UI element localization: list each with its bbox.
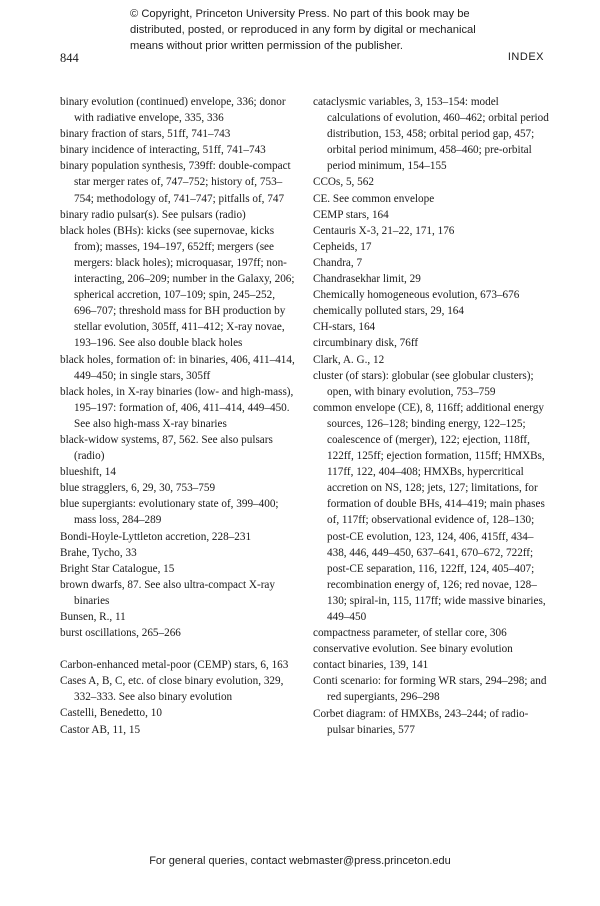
index-entry: Chandra, 7 [313, 256, 363, 269]
index-entry: blue stragglers, 6, 29, 30, 753–759 [60, 482, 216, 495]
index-entry: Carbon-enhanced metal-poor (CEMP) stars, 6, 163 [60, 659, 289, 672]
index-entry: black-widow systems, 87, 562. See also pulsars (radio) [60, 433, 273, 463]
index-entry: CH-stars, 164 [313, 321, 376, 334]
index-entry: brown dwarfs, 87. See also ultra-compact X-ray binaries [60, 578, 275, 607]
index-entry: binary population synthesis, 739ff: double-compact star merger rates of, 747–752; history of, 753–754; methodology of, 741–747; pitfalls of, 747 [60, 160, 291, 205]
section-gap [60, 641, 298, 657]
index-entry: Bright Star Catalogue, 15 [60, 562, 175, 575]
index-column-right [313, 94, 551, 738]
index-entry: Cases A, B, C, etc. of close binary evolution, 329, 332–333. See also binary evolution [60, 675, 284, 704]
index-entry: black holes (BHs): kicks (see supernovae, kicks from); masses, 194–197, 652ff; mergers (see mergers: black holes); microquasar, 197ff; non-interacting, 206–209; number in the Galaxy, 206; spherical accretion, 107–109; spin, 245–252, 696–707; threshold mass for BH production by stellar evolution, 305ff, 411–412; X-ray novae, 193–196. See also double black holes [60, 224, 295, 350]
index-entry: Bondi-Hoyle-Lyttleton accretion, 228–231 [60, 530, 252, 543]
index-entry: chemically polluted stars, 29, 164 [313, 305, 464, 318]
copyright-line: means without prior written permission of the publisher. [130, 40, 403, 52]
index-entry: Clark, A. G., 12 [313, 353, 385, 366]
copyright-line: © Copyright, Princeton University Press. No part of this book may be [130, 8, 470, 20]
index-entry: Chandrasekhar limit, 29 [313, 273, 421, 286]
index-column-left [60, 94, 298, 738]
index-entry: burst oscillations, 265–266 [60, 627, 181, 640]
index-entry: Brahe, Tycho, 33 [60, 546, 137, 559]
index-entry: Castelli, Benedetto, 10 [60, 707, 162, 720]
index-entry: black holes, formation of: in binaries, 406, 411–414, 449–450; in single stars, 305ff [60, 353, 295, 382]
index-entry: Castor AB, 11, 15 [60, 723, 141, 736]
copyright-line: distributed, posted, or reproduced in any form by digital or mechanical [130, 24, 476, 36]
index-entry: contact binaries, 139, 141 [313, 659, 429, 672]
index-entry: compactness parameter, of stellar core, 306 [313, 627, 507, 640]
index-entry: CE. See common envelope [313, 192, 435, 205]
index-entry: Chemically homogeneous evolution, 673–676 [313, 289, 520, 302]
index-entry: circumbinary disk, 76ff [313, 337, 419, 350]
index-entry: blueshift, 14 [60, 466, 116, 479]
index-entry: common envelope (CE), 8, 116ff; additional energy sources, 126–128; binding energy, 122–125; coalescence of (merger), 122; ejection, 118ff, 122ff, 125ff; ejection formation, 115ff; HMXBs, 117ff, 122, 404–408; HMXBs, hypercritical accretion on NS, 128; jets, 127; limitations, for formation of double BHs, 414–419; main phases of, 117ff; observational evidence of, 128–130; post-CE evolution, 123, 124, 406, 415ff, 434–438, 446, 449–450, 637–641, 670–672, 722ff; post-CE separation, 116, 122ff, 124, 405–407; recombination energy of, 126; red novae, 128–130; spiral-in, 115, 117ff; wide massive binaries, 449–450 [313, 401, 546, 623]
index-entry: Corbet diagram: of HMXBs, 243–244; of radio-pulsar binaries, 577 [313, 707, 529, 736]
index-entry: blue supergiants: evolutionary state of, 399–400; mass loss, 284–289 [60, 498, 279, 527]
index-entry: Centauris X-3, 21–22, 171, 176 [313, 224, 455, 237]
index-entry: CCOs, 5, 562 [313, 176, 374, 189]
index-entry: cataclysmic variables, 3, 153–154: model calculations of evolution, 460–462; orbital period distribution, 153, 458; orbital period gap, 457; orbital period minimum, 458–460; pre-orbital period minimum, 154–155 [313, 96, 549, 173]
index-entry: binary fraction of stars, 51ff, 741–743 [60, 128, 231, 141]
copyright-notice [130, 6, 490, 54]
index-entry: black holes, in X-ray binaries (low- and high-mass), 195–197: formation of, 406, 411–414, 449–450. See also high-mass X-ray binaries [60, 385, 294, 430]
index-entry: Cepheids, 17 [313, 240, 372, 253]
index-entry: binary radio pulsar(s). See pulsars (radio) [60, 208, 246, 221]
index-entry: CEMP stars, 164 [313, 208, 389, 221]
index-entry: binary incidence of interacting, 51ff, 741–743 [60, 144, 266, 157]
index-entry: Conti scenario: for forming WR stars, 294–298; and red supergiants, 296–298 [313, 675, 547, 704]
index-entry: cluster (of stars): globular (see globular clusters); open, with binary evolution, 753–759 [313, 369, 534, 398]
footer-contact: For general queries, contact webmaster@press.princeton.edu [149, 855, 451, 867]
index-entry: binary evolution (continued) envelope, 336; donor with radiative envelope, 335, 336 [60, 96, 286, 125]
running-head: INDEX [507, 51, 544, 63]
index-entry: conservative evolution. See binary evolution [313, 643, 513, 656]
page-number: 844 [60, 51, 79, 65]
index-entry: Bunsen, R., 11 [60, 611, 126, 623]
